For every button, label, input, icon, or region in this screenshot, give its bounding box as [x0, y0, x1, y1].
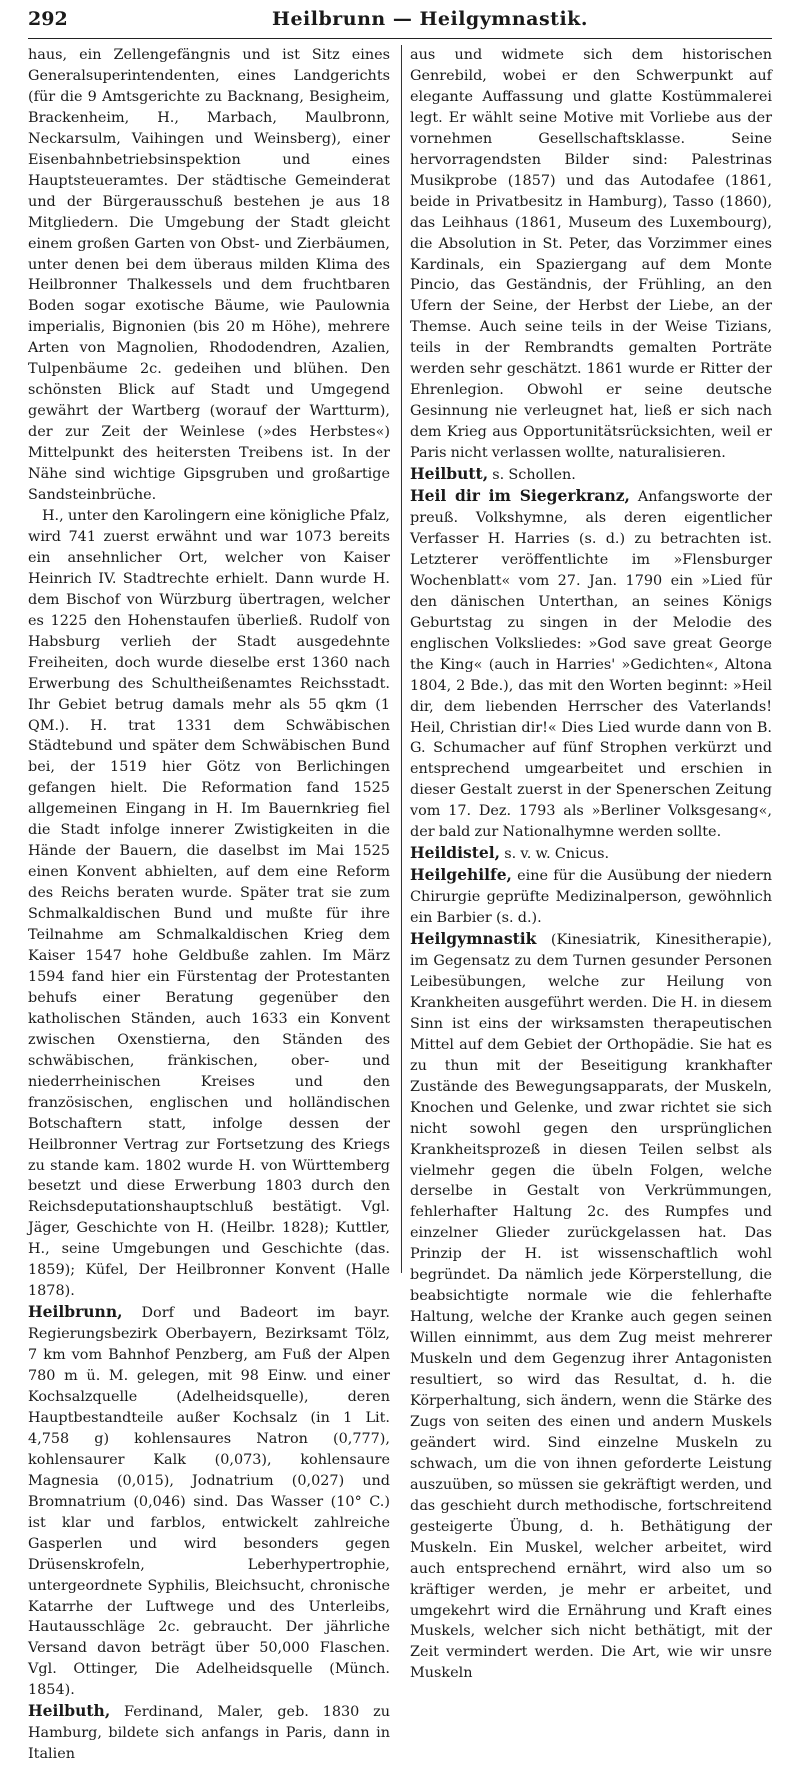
entry-lemma: Heilbuth, [28, 1701, 111, 1721]
entry-text: Dorf und Badeort im bayr. Regierungsbezirk Oberbayern, Bezirksamt Tölz, 7 km vom Bahnhof Penzberg, am Fuß der Alpen 780 m ü. M. gelegen, mit 98 Einw. und einer Kochsalzquelle (Adelheidsquelle), deren Hauptbestandteile außer Kochsalz (in 1 Lit. 4,758 g) kohlensaures Natron (0,777), kohlensaurer Kalk (0,073), kohlensaure Magnesia (0,015), Jodnatrium (0,027) und Bromnatrium (0,046) sind. Das Wasser (10° C.) ist klar und farblos, entwickelt zahlreiche Gasperlen und wird besonders gegen Drüsenskrofeln, Leberhypertrophie, untergeordnete Syphilis, Bleichsucht, chronische Katarrhe der Luftwege und des Unterleibs, Hautausschläge 2c. gebraucht. Der jährliche Versand davon beträgt über 50,000 Flaschen. Vgl. Ottinger, Die Adelheidsquelle (Münch. 1854). [28, 1305, 390, 1699]
entry-heil-dir-im-siegerkranz [410, 486, 772, 843]
page-number: 292 [28, 8, 68, 30]
text-columns [28, 45, 772, 1765]
entry-lemma: Heilgymnastik [410, 929, 537, 949]
entry-heilbrunn [28, 1302, 390, 1701]
entry-text: Anfangsworte der preuß. Volkshymne, als deren eigentlicher Verfasser H. Harries (s. d.) zu betrachten ist. Letzterer veröffentlichte im »Flensburger Wochenblatt« vom 27. Jan. 1790 ein »Lied für den dänischen Unterthan, an seines Königs Geburtstag zu singen in der Melodie des englischen Volksliedes: »God save great George the King« (auch in Harries' »Gedichten«, Altona 1804, 2 Bde.), das mit den Worten beginnt: »Heil dir, dem liebenden Herrscher des Vaterlands! Heil, Christian dir!« Dies Lied wurde dann von B. G. Schumacher auf fünf Strophen verkürzt und entsprechend umgearbeitet und erschien in dieser Gestalt zuerst in der Spenerschen Zeitung vom 17. Dez. 1793 als »Berliner Volksgesang«, der bald zur Nationalhymne werden sollte. [410, 489, 772, 841]
entry-heildistel [410, 843, 772, 865]
running-head: Heilbrunn — Heilgymnastik. [272, 8, 588, 30]
right-column [410, 45, 772, 1765]
entry-text: eine für die Ausübung der niedern Chirurgie geprüfte Medizinalperson, gewöhnlich ein Barbier (s. d.). [410, 868, 772, 927]
entry-text: Ferdinand, Maler, geb. 1830 zu Hamburg, bildete sich anfangs in Paris, dann in Italien [28, 1704, 390, 1763]
entry-text: (Kinesiatrik, Kinesitherapie), im Gegensatz zu dem Turnen gesunder Personen Leibesübungen, welche zur Heilung von Krankheiten ausgeführt werden. Die H. in diesem Sinn ist eins der wirksamsten therapeutischen Mittel auf dem Gebiet der Orthopädie. Sie hat es zu thun mit der Beseitigung krankhafter Zustände des Bewegungsapparats, der Muskeln, Knochen und Gelenke, und zwar richtet sie sich nicht sowohl gegen den ursprünglichen Krankheitsprozeß in diesen Teilen selbst als vielmehr gegen die übeln Folgen, welche derselbe in Gestalt von Verkrümmungen, fehlerhafter Haltung 2c. des Rumpfes und einzelner Glieder zurückgelassen hat. Das Prinzip der H. ist wissenschaftlich wohl begründet. Da nämlich jede Körperstellung, die beabsichtigte normale wie die fehlerhafte Haltung, welche der Kranke auch gegen seinen Willen einnimmt, aus dem Zug meist mehrerer Muskeln und dem Gegenzug ihrer Antagonisten resultiert, so wird das Resultat, d. h. die Körperhaltung, sich ändern, wenn die Stärke des Zugs von seiten des einen und andern Muskels geändert wird. Sind einzelne Muskeln zu schwach, um die von ihnen geforderte Leistung auszuüben, so müssen sie gekräftigt werden, und das geschieht durch methodische, fortschreitend gesteigerte Übung, d. h. Bethätigung der Muskeln. Ein Muskel, welcher arbeitet, wird auch entsprechend ernährt, wird also um so kräftiger werden, je mehr er arbeitet, und umgekehrt wird die Ernährung und Kraft eines Muskels, welcher sich nicht bethätigt, mit der Zeit vermindert werden. Die Art, wie wir unsre Muskeln [410, 932, 772, 1682]
entry-lemma: Heildistel, [410, 843, 501, 863]
page-header [28, 8, 772, 39]
left-column [28, 45, 390, 1765]
column-divider [401, 45, 402, 1273]
entry-lemma: Heil dir im Siegerkranz, [410, 486, 630, 506]
entry-heilgehilfe [410, 865, 772, 929]
entry-text: s. v. w. Cnicus. [500, 846, 610, 863]
entry-lemma: Heilbrunn, [28, 1302, 123, 1322]
entry-lemma: Heilgehilfe, [410, 865, 512, 885]
entry-text: s. Schollen. [488, 467, 576, 484]
paragraph: aus und widmete sich dem historischen Genrebild, wobei er den Schwerpunkt auf elegante Auffassung und glatte Kostümmalerei legt. Er wählt seine Motive mit Vorliebe aus der vornehmen Gesellschaftsklasse. Seine hervorragendsten Bilder sind: Palestrinas Musikprobe (1857) und das Autodafee (1861, beide in Privatbesitz in Hamburg), Tasso (1860), das Leihhaus (1861, Museum des Luxembourg), die Absolution in St. Peter, das Vorzimmer eines Kardinals, ein Spaziergang auf dem Monte Pincio, das Geständnis, der Frühling, an den Ufern der Seine, der Herbst der Liebe, an der Themse. Auch seine teils in der Weise Tizians, teils in der Rembrandts gemalten Porträte werden sehr geschätzt. 1861 wurde er Ritter der Ehrenlegion. Obwohl er seine deutsche Gesinnung nie verleugnet hat, ließ er sich nach dem Krieg aus Opportunitätsrücksichten, weil er Paris nicht verlassen wollte, naturalisieren. [410, 47, 772, 462]
entry-lemma: Heilbutt, [410, 464, 489, 484]
paragraph: H., unter den Karolingern eine königliche Pfalz, wird 741 zuerst erwähnt und war 1073 bereits ein ansehnlicher Ort, welcher von Kaiser Heinrich IV. Stadtrechte erhielt. Dann wurde H. dem Bischof von Würzburg übertragen, welcher es 1225 den Hohenstaufen überließ. Rudolf von Habsburg verlieh der Stadt ausgedehnte Freiheiten, doch wurde dieselbe erst 1360 nach Erwerbung des Schultheißenamtes Reichsstadt. Ihr Gebiet betrug damals mehr als 55 qkm (1 QM.). H. trat 1331 dem Schwäbischen Städtebund und später dem Schwäbischen Bund bei, der 1519 hier Götz von Berlichingen gefangen hielt. Die Reformation fand 1525 allgemeinen Eingang in H. Im Bauernkrieg fiel die Stadt infolge innerer Zwistigkeiten in die Hände der Bauern, die daselbst im Mai 1525 einen Konvent abhielten, auf dem eine Reform des Reichs beraten wurde. Später trat sie zum Schmalkaldischen Bund und mußte für ihre Teilnahme am Schmalkaldischen Krieg dem Kaiser 1547 hohe Geldbuße zahlen. Im März 1594 fand hier ein Fürstentag der Protestanten behufs einer Beratung gegenüber den katholischen Ständen, auch 1633 ein Konvent zwischen Oxenstierna, den Ständen des schwäbischen, fränkischen, ober- und niederrheinischen Kreises und den französischen, englischen und holländischen Botschaftern statt, infolge dessen der Heilbronner Vertrag zur Fortsetzung des Kriegs zu stande kam. 1802 wurde H. von Württemberg besetzt und diese Erwerbung 1803 durch den Reichsdeputationshauptschluß bestätigt. Vgl. Jäger, Geschichte von H. (Heilbr. 1828); Kuttler, H., seine Umgebungen und Geschichte (das. 1859); Küfel, Der Heilbronner Konvent (Halle 1878). [28, 507, 390, 1300]
entry-heilgymnastik [410, 929, 772, 1684]
entry-heilbuth [28, 1701, 390, 1765]
entry-heilbutt [410, 464, 772, 486]
paragraph: haus, ein Zellengefängnis und ist Sitz eines Generalsuperintendenten, eines Landgerichts (für die 9 Amtsgerichte zu Backnang, Besigheim, Brackenheim, H., Marbach, Maulbronn, Neckarsulm, Vaihingen und Weinsberg), einer Eisenbahnbetriebsinspektion und eines Hauptsteueramtes. Der städtische Gemeinderat und der Bürgerausschuß bestehen je aus 18 Mitgliedern. Die Umgebung der Stadt gleicht einem großen Garten von Obst- und Zierbäumen, unter denen bei dem überaus milden Klima des Heilbronner Thalkessels und dem fruchtbaren Boden sogar exotische Bäume, wie Paulownia imperialis, Bignonien (bis 20 m Höhe), mehrere Arten von Magnolien, Rhododendren, Azalien, Tulpenbäume 2c. gedeihen und blühen. Den schönsten Blick auf Stadt und Umgegend gewährt der Wartberg (worauf der Wartturm), der zur Zeit der Weinlese (»des Herbstes«) Mittelpunkt des heitersten Treibens ist. In der Nähe sind wichtige Gipsgruben und großartige Sandsteinbrüche. [28, 47, 390, 504]
